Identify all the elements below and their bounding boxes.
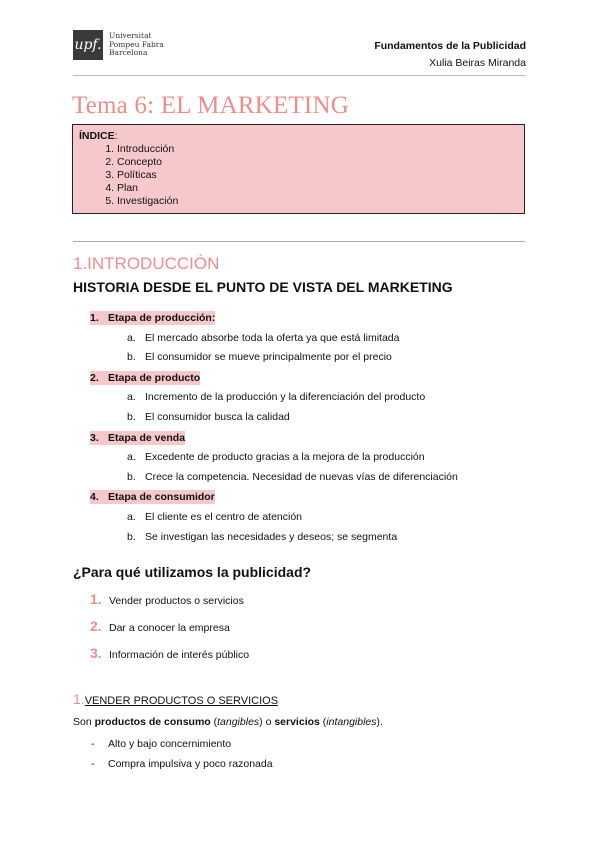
upf-logo-mark: upf. [73, 30, 103, 60]
index-item: 3. Políticas [117, 169, 518, 182]
stage-subitem: a. Excedente de producto gracias a la mejora de la producción [127, 451, 425, 463]
section-subheading: HISTORIA DESDE EL PUNTO DE VISTA DEL MARKETING [73, 279, 453, 295]
index-box: ÍNDICE: 1. Introducción 2. Concepto 3. Políticas 4. Plan 5. Investigación [72, 124, 525, 214]
stage-subitem: b. Crece la competencia. Necesidad de nuevas vías de diferenciación [127, 471, 458, 483]
stage-subitem: a. El mercado absorbe toda la oferta ya que está limitada [127, 332, 400, 344]
subsection-heading: 1.VENDER PRODUCTOS O SERVICIOS [73, 691, 279, 707]
stage-subitem: a. El cliente es el centro de atención [127, 511, 303, 523]
index-item: 1. Introducción [117, 143, 518, 156]
purpose-item: 1. Vender productos o servicios [90, 591, 244, 607]
stage-item: 3. Etapa de venda [90, 432, 186, 444]
stage-subitem: b. Se investigan las necesidades y deseos; se segmenta [127, 531, 398, 543]
question-heading: ¿Para qué utilizamos la publicidad? [73, 564, 312, 580]
header-info [374, 38, 526, 72]
author-name: Xulia Beiras Miranda [429, 57, 526, 69]
index-item: 5. Investigación [117, 195, 518, 208]
section-heading: 1.INTRODUCCIÓN [73, 254, 220, 273]
purpose-item: 2. Dar a conocer la empresa [90, 618, 230, 634]
stage-item: 4. Etapa de consumidor [90, 491, 215, 503]
page-header [0, 0, 600, 80]
index-item: 2. Concepto [117, 156, 518, 169]
index-label: ÍNDICE [79, 130, 115, 142]
stage-item: 2. Etapa de producto [90, 372, 201, 384]
course-name: Fundamentos de la Publicidad [374, 40, 526, 52]
stage-subitem: b. El consumidor busca la calidad [127, 411, 290, 423]
bullet-item: - Compra impulsiva y poco razonada [91, 758, 273, 770]
upf-logo [73, 30, 164, 60]
purpose-item: 3. Información de interés público [90, 645, 250, 661]
stage-subitem: a. Incremento de la producción y la diferenciación del producto [127, 391, 426, 403]
section-divider [73, 241, 525, 242]
subsection-paragraph: Son productos de consumo (tangibles) o servicios (intangibles). [73, 716, 383, 728]
index-item: 4. Plan [117, 182, 518, 195]
bullet-item: - Alto y bajo concernimiento [91, 738, 232, 750]
index-list [79, 143, 518, 208]
document-title: Tema 6: EL MARKETING [72, 92, 349, 119]
stage-item: 1. Etapa de producción: [90, 312, 216, 324]
upf-logo-text: Universitat Pompeu Fabra Barcelona [109, 31, 164, 58]
stage-subitem: b. El consumidor se mueve principalmente por el precio [127, 351, 392, 363]
header-divider [73, 75, 526, 76]
